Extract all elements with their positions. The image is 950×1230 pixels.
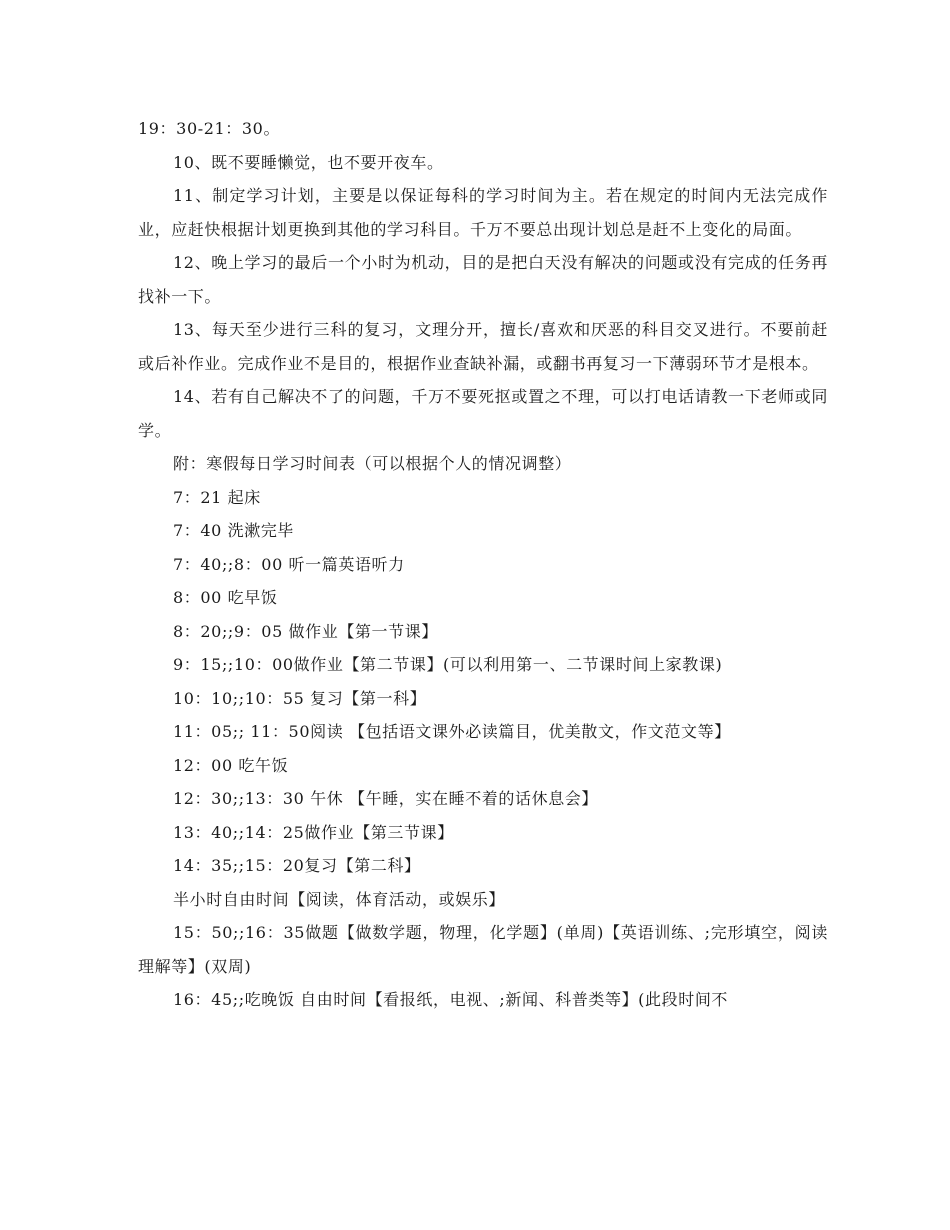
schedule-item: 12：00 吃午饭 — [173, 755, 289, 775]
paragraph-time-range: 19：30-21：30。 — [138, 119, 281, 138]
schedule-item: 7：40 洗漱完毕 — [173, 521, 295, 540]
schedule-item: 13：40;;14：25做作业【第三节课】 — [173, 822, 454, 842]
schedule-item: 10：10;;10：55 复习【第一科】 — [173, 688, 427, 708]
paragraph-14: 14、若有自己解决不了的问题，千万不要死抠或置之不理，可以打电话请教一下老师或同学。 — [138, 387, 828, 440]
paragraph-10: 10、既不要睡懒觉，也不要开夜车。 — [173, 152, 444, 172]
schedule-item-wrapped: 16：45;;吃晚饭 自由时间【看报纸，电视、;新闻、科普类等】(此段时间不 — [173, 990, 729, 1009]
schedule-item: 8：00 吃早饭 — [173, 588, 278, 607]
schedule-heading: 附：寒假每日学习时间表（可以根据个人的情况调整） — [173, 454, 572, 473]
schedule-item: 半小时自由时间【阅读，体育活动，或娱乐】 — [173, 889, 506, 909]
paragraph-13: 13、每天至少进行三科的复习，文理分开，擅长/喜欢和厌恶的科目交叉进行。不要前赶或后补作业。完成作业不是目的，根据作业查缺补漏，或翻书再复习一下薄弱环节才是根本。 — [138, 320, 828, 373]
schedule-item: 9：15;;10：00做作业【第二节课】(可以利用第一、二节课时间上家教课) — [173, 655, 723, 674]
schedule-item: 11：05;; 11：50阅读 【包括语文课外必读篇目，优美散文，作文范文等】 — [173, 722, 731, 741]
schedule-item: 8：20;;9：05 做作业【第一节课】 — [173, 621, 438, 641]
schedule-item: 14：35;;15：20复习【第二科】 — [173, 856, 421, 875]
paragraph-12: 12、晚上学习的最后一个小时为机动，目的是把白天没有解决的问题或没有完成的任务再找补一下。 — [138, 253, 828, 306]
schedule-item: 7：21 起床 — [173, 487, 261, 507]
schedule-item: 12：30;;13：30 午休 【午睡，实在睡不着的话休息会】 — [173, 789, 598, 808]
schedule-item: 7：40;;8：00 听一篇英语听力 — [173, 554, 405, 574]
paragraph-11: 11、制定学习计划，主要是以保证每科的学习时间为主。若在规定的时间内无法完成作业，应赶快根据计划更换到其他的学习科目。千万不要总出现计划总是赶不上变化的局面。 — [138, 186, 828, 239]
schedule-item-wrapped: 15：50;;16：35做题【做数学题，物理，化学题】(单周)【英语训练、;完形填空，阅读理解等】(双周) — [138, 923, 828, 976]
document-body — [138, 112, 828, 1017]
